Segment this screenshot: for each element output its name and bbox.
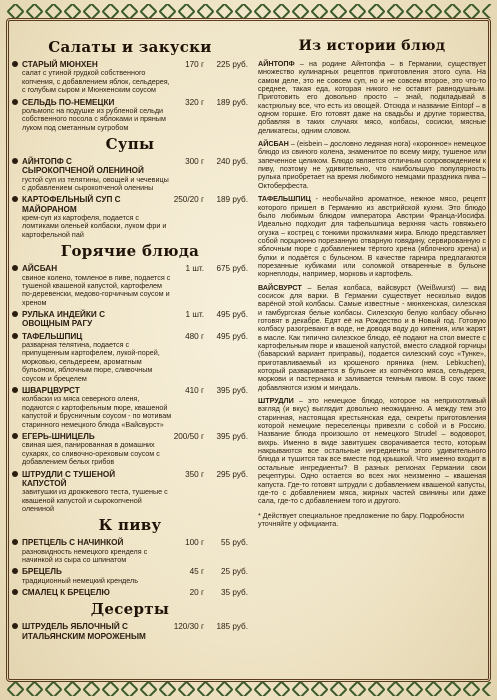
- item-weight: 200/50 г: [173, 432, 204, 442]
- item-name: ШВАРЦВУРСТ: [22, 386, 80, 396]
- ornament-diamond: [367, 682, 385, 696]
- ornament-diamond: [25, 682, 43, 696]
- section-title: Супы: [105, 135, 155, 154]
- bullet-icon: [12, 61, 18, 67]
- ornament-diamond: [386, 682, 404, 696]
- ornament-diamond: [158, 4, 176, 18]
- ornament-diamond: [329, 4, 347, 18]
- item-weight: 300 г: [185, 157, 204, 167]
- ornament-diamond: [177, 682, 195, 696]
- item-name: СЕЛЬДЬ ПО-НЕМЕЦКИ: [22, 97, 115, 107]
- bullet-icon: [12, 539, 18, 545]
- bullet-icon: [12, 623, 18, 629]
- menu-item: [12, 264, 248, 307]
- history-text: – Белая колбаса, вайсвурст (Weißwurst) — вид сосисок для варки. В Германии существует несколько видов варёной этой колбасы. Самые известные - мюнхенская, силезская и гамбургская белые колбасы. Силезскую белую колбасу обычно готовят в декабре. Едят её на Рождество и в Новый год. Готовую колбасу разогревают в воде, не доводя воду до кипения, или жарят в масле. Как типично силезское блюдо, её подают на стол вместе с картофельным пюре и квашеной капустой, вместо сладкой горчицы (баварский вариант приправы), подается силезский соус «Тунке», приготавливаемый из крошеного пряника (нем. Lebkuchen), который разваривается в бульоне из копчёного мяса, сельдерея, моркови и пастернака и заливается темным пивом. В соус также добавляются изюм и миндаль.: [258, 282, 486, 392]
- history-column: [258, 38, 486, 528]
- item-weight: 410 г: [185, 386, 204, 396]
- item-name: ЕГЕРЬ-ШНИЦЕЛЬ: [22, 432, 95, 442]
- ornament-diamond: [120, 682, 138, 696]
- footnote: * Действует специальное предложение по бару. Подробности уточняйте у официанта.: [258, 510, 464, 528]
- top-ornament: [6, 4, 491, 18]
- item-name: КАРТОФЕЛЬНЫЙ СУП С МАЙОРАНОМ: [22, 195, 121, 214]
- ornament-diamond: [177, 4, 195, 18]
- item-description: салат с утиной грудкой собственного копчения, с добавлением яблок, сельдерея, с голубым сыром и Мюнхенским соусом: [22, 68, 170, 95]
- history-paragraph: [258, 60, 486, 135]
- menu-column: [12, 38, 248, 644]
- bottom-ornament: [6, 682, 491, 696]
- item-weight: 350 г: [185, 469, 204, 479]
- item-description: густой суп из телятины, овощей и чечевицы с добавлением сырокопченой оленины: [22, 174, 169, 193]
- item-description: свиная шея, панированная в домашних сухарях, со сливочно-ореховым соусом с добавлением белых грибов: [22, 440, 160, 467]
- bullet-icon: [12, 471, 18, 477]
- item-price: 185 руб.: [216, 622, 248, 632]
- item-description: завитушки из дрожжевого теста, тушеные с квашеной капустой и сырокопченой олениной: [22, 487, 168, 513]
- history-title: Из истории блюд: [298, 38, 446, 54]
- ornament-diamond: [6, 682, 24, 696]
- ornament-diamond: [405, 4, 423, 18]
- section-title: К пиву: [98, 516, 162, 535]
- item-name: ШТРУДЛИ С ТУШЕНОЙ КАПУСТОЙ: [22, 469, 116, 488]
- ornament-diamond: [44, 682, 62, 696]
- ornament-diamond: [481, 682, 491, 696]
- item-name: СТАРЫЙ МЮНХЕН: [22, 60, 98, 69]
- bullet-icon: [12, 158, 18, 164]
- item-name: БРЕЦЕЛЬ: [22, 567, 62, 577]
- item-weight: 250/20 г: [173, 195, 204, 205]
- item-price: 675 руб.: [216, 264, 248, 274]
- ornament-diamond: [25, 4, 43, 18]
- history-term: АЙСБАН: [258, 139, 289, 149]
- menu-item: [12, 386, 248, 429]
- item-description: колбаски из мяса северного оленя, подаются с картофельным пюре, квашеной капустой и брусничным соусом - по мотивам старинного немецкого блюда «Вайсвурст»: [22, 394, 172, 429]
- item-price: 495 руб.: [216, 310, 248, 320]
- history-text: – (eisbein – дословно ледяная нога) «коронное» немецкое блюдо из свиного колена, знаменитое по всему миру, тушеное или запеченное целиком. Блюдо является отличным сопровождением к пиву, поэтому не удивительно, что наибольшую популярность рулька приобретает на время любимого немцами праздника пива – Октоберфеста.: [258, 139, 486, 190]
- item-price: 55 руб.: [221, 538, 248, 548]
- item-price: 395 руб.: [216, 432, 248, 442]
- item-description: разварная телятина, подается с припущенным картофелем, лукой-порей, морковью, сельдереем, ароматным бульоном, яблочным пюре, сливочным соусом и брецелем: [22, 340, 160, 383]
- ornament-diamond: [481, 4, 491, 18]
- bullet-icon: [12, 311, 18, 317]
- item-name: ШТРУДЕЛЬ ЯБЛОЧНЫЙ С ИТАЛЬЯНСКИМ МОРОЖЕНЫМ: [22, 622, 146, 641]
- item-name: АЙСБАН: [22, 264, 58, 274]
- ornament-diamond: [272, 682, 290, 696]
- menu-item: [12, 310, 248, 329]
- ornament-diamond: [291, 4, 309, 18]
- item-description: традиционный немецкий крендель: [22, 575, 138, 585]
- ornament-diamond: [329, 682, 347, 696]
- ornament-diamond: [120, 4, 138, 18]
- ornament-diamond: [253, 4, 271, 18]
- item-weight: 120/30 г: [173, 622, 204, 632]
- bullet-icon: [12, 265, 18, 271]
- ornament-diamond: [101, 682, 119, 696]
- ornament-diamond: [215, 682, 233, 696]
- item-price: 395 руб.: [216, 386, 248, 396]
- menu-item: [12, 470, 248, 514]
- history-text: – на родине Айнтопфа – в Германии, существует множество кулинарных рецептов приготовления этого супа. На самом деле, это не совсем суп, но и не совсем второе, это что-то среднее, такая еда, которая никого не оставит равнодушным. Приготовить его довольно просто – знай, подкладывай в кастрюльку все, что есть из овощей. Отсюда и название Eintopf – в одном горшке. Его готовят даже на свадьбы и другие торжества, добавляя в таких случаях мясо, колбасы, сосиски, мясные деликатесы, одним словом.: [258, 59, 486, 135]
- ornament-diamond: [462, 682, 480, 696]
- history-paragraph: [258, 284, 486, 392]
- menu-item: [12, 195, 248, 239]
- history-paragraph: [258, 195, 486, 278]
- item-name: РУЛЬКА ИНДЕЙКИ С ОВОЩНЫМ РАГУ: [22, 310, 105, 329]
- item-price: 295 руб.: [216, 469, 248, 479]
- item-name: ТАФЕЛЬШПИЦ: [22, 331, 83, 341]
- menu-item: [12, 588, 248, 597]
- ornament-diamond: [196, 4, 214, 18]
- ornament-diamond: [348, 4, 366, 18]
- item-weight: 480 г: [185, 331, 204, 341]
- ornament-diamond: [6, 4, 24, 18]
- ornament-diamond: [139, 682, 157, 696]
- ornament-diamond: [196, 682, 214, 696]
- bullet-icon: [12, 333, 18, 339]
- section-title: Десерты: [90, 600, 170, 619]
- history-paragraph: [258, 397, 486, 505]
- ornament-diamond: [215, 4, 233, 18]
- history-term: ВАЙСВУРСТ: [258, 282, 302, 292]
- history-text: - необычайно ароматное, нежное мясо, рецепт которого пришел в Германию из австрийской кухни. Это блюдо было любимым блюдом императора Австрии Франца-Иосифа. Идеально подходит для тафельшпица верхняя часть говяжьего огузка – кострец с тонкими прожилками жира. Блюдо представляет собой порционно порезанную отварную говядину, сервированную с яблочным пюре с добавлением тёртого хрена (яблочного хрена) и булки и подаётся с бульоном. В качестве гарнира предлагаются порезанные кубиками или соломкой отваренные в бульоне корнеплоды, например, морковь и картофель.: [258, 194, 486, 279]
- item-weight: 1 шт.: [185, 264, 204, 274]
- menu-item: [12, 332, 248, 383]
- section-title: Салаты и закуски: [48, 38, 212, 56]
- ornament-diamond: [291, 682, 309, 696]
- menu-item: [12, 538, 248, 564]
- ornament-diamond: [63, 682, 81, 696]
- menu-item: [12, 622, 248, 641]
- ornament-diamond: [234, 682, 252, 696]
- bullet-icon: [12, 387, 18, 393]
- menu-item: [12, 60, 248, 95]
- ornament-diamond: [82, 4, 100, 18]
- item-name: АЙНТОПФ С СЫРОКОПЧЕНОЙ ОЛЕНИНОЙ: [22, 157, 144, 176]
- ornament-diamond: [386, 4, 404, 18]
- ornament-diamond: [272, 4, 290, 18]
- item-description: рольмопс на подушке из рубленой сельди собственного посола с яблоками и пряным луком под сметанным сугробом: [22, 105, 166, 132]
- item-weight: 100 г: [185, 538, 204, 548]
- ornament-diamond: [348, 682, 366, 696]
- item-price: 240 руб.: [216, 157, 248, 167]
- ornament-diamond: [82, 682, 100, 696]
- ornament-diamond: [63, 4, 81, 18]
- item-description: свиное колено, томленое в пиве, подается с тушеной квашеной капустой, картофелем по-деревенски, медово-горчичным соусом и хреном: [22, 272, 171, 307]
- history-text: – это немецкое блюдо, которое на неприхотливый взгляд (и вкус) выглядит довольно неожиданно. А между тем это старинная, настоящая крестьянская еда, секреты приготовления которой немецкие переселенцы привезли с собой и в Россию. Название блюда произошло от немецкого Strudel – водоворот, вихрь. Именно в виде завитушек сворачивается тесто, которым накрываются все остальные ингредиенты этого удивительного блюда и тушится так все вместе под крышкой. Что именно входит в остальные ингредиенты? В разных регионах Германии свои рецептуры. Одно остается во всех них неизменно – квашеная капуста. Где-то готовят штрудли с добавлением квашеной капусты, где-то с добавлением мяса, жирных частей свинины или даже сала, где-то с добавлением того и другого.: [258, 396, 486, 506]
- menu-item: [12, 432, 248, 467]
- item-price: 189 руб.: [216, 195, 248, 205]
- ornament-diamond: [443, 4, 461, 18]
- section-title: Горячие блюда: [60, 242, 200, 261]
- item-weight: 45 г: [189, 567, 204, 577]
- ornament-diamond: [139, 4, 157, 18]
- history-term: ШТРУДЛИ: [258, 396, 294, 406]
- ornament-diamond: [405, 682, 423, 696]
- item-price: 225 руб.: [216, 60, 248, 69]
- ornament-diamond: [158, 682, 176, 696]
- ornament-diamond: [253, 682, 271, 696]
- menu-item: [12, 567, 248, 585]
- item-weight: 20 г: [189, 588, 204, 598]
- menu-item: [12, 98, 248, 133]
- item-price: 189 руб.: [216, 97, 248, 107]
- bullet-icon: [12, 568, 18, 574]
- bullet-icon: [12, 99, 18, 105]
- ornament-diamond: [44, 4, 62, 18]
- item-name: СМАЛЕЦ К БРЕЦЕЛЮ: [22, 588, 110, 598]
- history-term: ТАФЕЛЬШПИЦ: [258, 194, 311, 204]
- item-weight: 320 г: [185, 97, 204, 107]
- menu-item: [12, 157, 248, 192]
- ornament-diamond: [424, 4, 442, 18]
- history-term: АЙНТОПФ: [258, 59, 295, 68]
- ornament-diamond: [101, 4, 119, 18]
- item-price: 35 руб.: [221, 588, 248, 598]
- history-paragraph: [258, 140, 486, 190]
- item-description: разновидность немецкого кренделя с начинкой из сыра со шпинатом: [22, 546, 148, 565]
- ornament-diamond: [234, 4, 252, 18]
- ornament-diamond: [462, 4, 480, 18]
- ornament-diamond: [310, 682, 328, 696]
- item-price: 495 руб.: [216, 331, 248, 341]
- ornament-diamond: [367, 4, 385, 18]
- ornament-diamond: [310, 4, 328, 18]
- item-name: ПРЕТЦЕЛЬ С НАЧИНКОЙ: [22, 538, 124, 548]
- bullet-icon: [12, 433, 18, 439]
- item-weight: 170 г: [185, 60, 204, 69]
- item-price: 25 руб.: [221, 567, 248, 577]
- ornament-diamond: [424, 682, 442, 696]
- bullet-icon: [12, 196, 18, 202]
- item-description: крем-суп из картофеля, подается с ломтиками оленьей колбаски, луком фри и картофельной пай: [22, 213, 167, 239]
- ornament-diamond: [443, 682, 461, 696]
- item-weight: 1 шт.: [185, 310, 204, 320]
- bullet-icon: [12, 589, 18, 595]
